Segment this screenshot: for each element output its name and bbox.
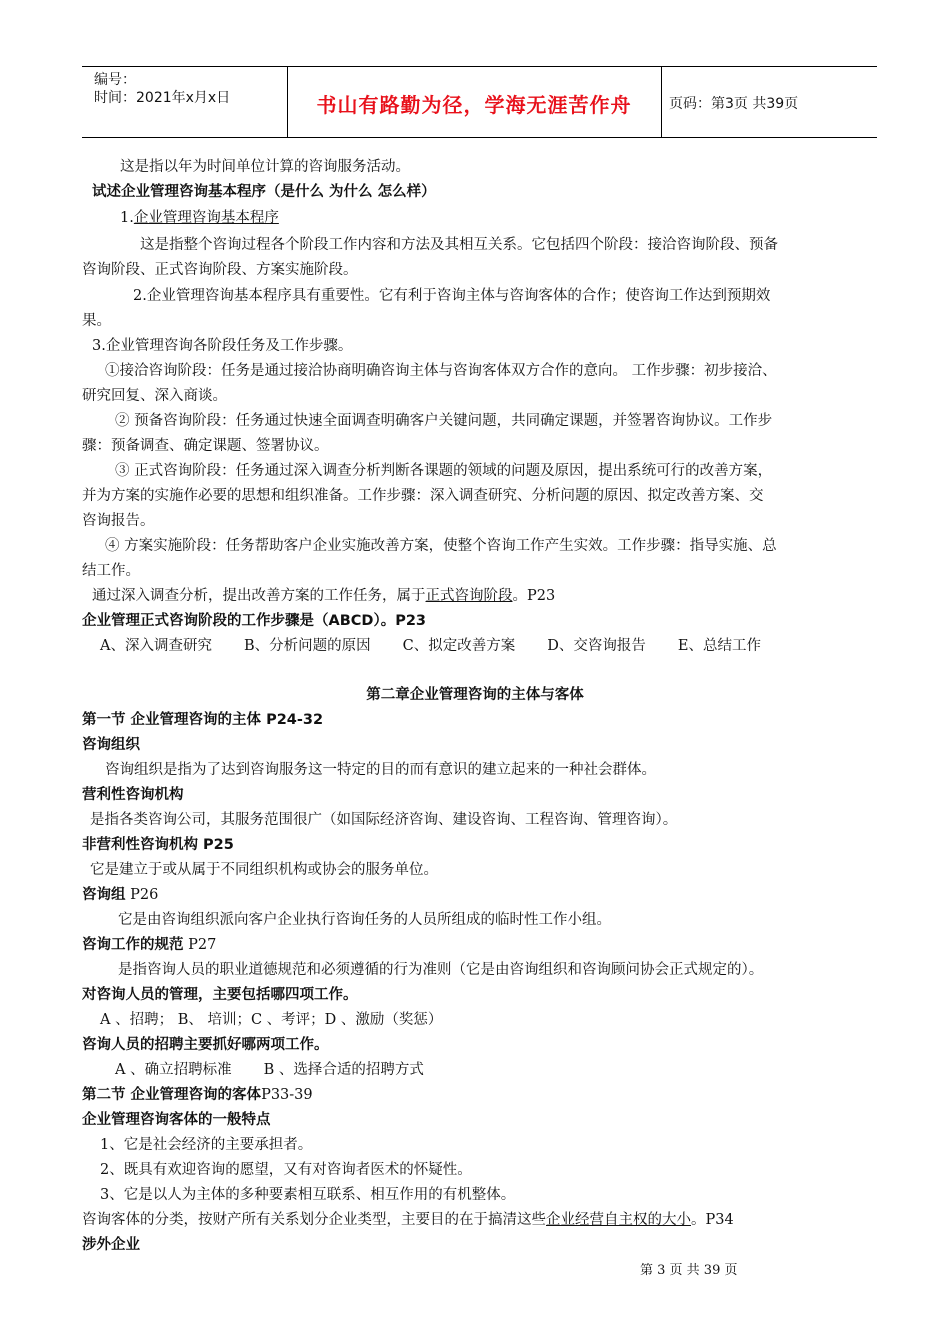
header-meta-cell: [82, 67, 288, 137]
underlined-term: 正式咨询阶段: [425, 588, 513, 604]
text-line: ② 预备咨询阶段：任务通过快速全面调查明确客户关键问题，共同确定课题，并签署咨询协议。工作步: [115, 413, 773, 429]
text-line: 结工作。: [82, 563, 140, 579]
page-header: [82, 66, 877, 138]
text-line: 它是由咨询组织派向客户企业执行咨询任务的人员所组成的临时性工作小组。: [118, 912, 611, 928]
text-line: 研究回复、深入商谈。: [82, 388, 227, 404]
text-line: 咨询客体的分类，按财产所有关系划分企业类型，主要目的在于搞清这些企业经营自主权的大小。P34: [82, 1212, 734, 1228]
list-item: 2、既具有欢迎咨询的愿望，又有对咨询者医术的怀疑性。: [100, 1162, 472, 1178]
text-line: 咨询组织是指为了达到咨询服务这一特定的目的而有意识的建立起来的一种社会群体。: [105, 762, 656, 778]
question-heading: 试述企业管理咨询基本程序（是什么 为什么 怎么样）: [92, 184, 436, 200]
text-line: 2.企业管理咨询基本程序具有重要性。它有利于咨询主体与咨询客体的合作；使咨询工作达到预期效: [133, 288, 771, 304]
text-line: 它是建立于或从属于不同组织机构或协会的服务单位。: [90, 862, 438, 878]
text-line: 1.企业管理咨询基本程序: [120, 210, 279, 226]
text-line: 3.企业管理咨询各阶段任务及工作步骤。: [92, 338, 353, 354]
text-line: 是指各类咨询公司，其服务范围很广（如国际经济咨询、建设咨询、工程咨询、管理咨询）。: [90, 812, 678, 828]
list-item: 1、它是社会经济的主要承担者。: [100, 1137, 313, 1153]
page-code: 页码：第3页 共39页: [669, 96, 799, 112]
chapter-title: 第二章企业管理咨询的主体与客体: [366, 687, 584, 703]
underlined-term: 企业经营自主权的大小: [546, 1212, 691, 1228]
text-line: 是指咨询人员的职业道德规范和必须遵循的行为准则（它是由咨询组织和咨询顾问协会正式规定的）。: [118, 962, 764, 978]
term-heading: 营利性咨询机构: [82, 787, 184, 803]
text-line: ④ 方案实施阶段：任务帮助客户企业实施改善方案，使整个咨询工作产生实效。工作步骤：指导实施、总: [105, 538, 777, 554]
header-motto-cell: [287, 67, 662, 137]
number-label: 编号：: [94, 72, 136, 88]
list-item: 3、它是以人为主体的多种要素相互联系、相互作用的有机整体。: [100, 1187, 516, 1203]
text-line: ①接洽咨询阶段：任务是通过接洽协商明确咨询主体与咨询客体双方合作的意向。 工作步骤：初步接洽、: [105, 363, 777, 379]
question-heading: 对咨询人员的管理，主要包括哪四项工作。: [82, 987, 358, 1003]
option-b: B、分析问题的原因: [243, 638, 371, 654]
term-heading: 咨询组织: [82, 737, 140, 753]
term-heading: 咨询工作的规范 P27: [82, 937, 217, 953]
time-label: 时间：2021年x月x日: [94, 90, 231, 106]
text-line: 并为方案的实施作必要的思想和组织准备。工作步骤：深入调查研究、分析问题的原因、拟定改善方案、交: [82, 488, 764, 504]
text-line: 咨询报告。: [82, 513, 155, 529]
option-d: D、交咨询报告: [547, 638, 646, 654]
term-heading: 涉外企业: [82, 1237, 140, 1253]
option-e: E、总结工作: [677, 638, 761, 654]
text-line: 骤：预备调查、确定课题、签署协议。: [82, 438, 329, 454]
section-title: 第二节 企业管理咨询的客体P33-39: [82, 1087, 313, 1103]
text-line: 这是指整个咨询过程各个阶段工作内容和方法及其相互关系。它包括四个阶段：接洽咨询阶段、预备: [140, 237, 778, 253]
text-line: 这是指以年为时间单位计算的咨询服务活动。: [120, 159, 410, 175]
underlined-term: 企业管理咨询基本程序: [133, 210, 279, 226]
term-heading: 咨询组 P26: [82, 887, 159, 903]
motto-text: 书山有路勤为径，学海无涯苦作舟: [316, 93, 632, 117]
option-a: A、深入调查研究: [100, 638, 212, 654]
text-line: 果。: [82, 313, 111, 329]
page-footer: 第 3 页 共 39 页: [640, 1263, 738, 1278]
options-line: A 、确立招聘标准 B 、选择合适的招聘方式: [115, 1062, 424, 1078]
section-title: 第一节 企业管理咨询的主体 P24-32: [82, 712, 324, 728]
term-heading: 非营利性咨询机构 P25: [82, 837, 234, 853]
text-line: ③ 正式咨询阶段：任务通过深入调查分析判断各课题的领域的问题及原因，提出系统可行的改善方案，: [115, 463, 773, 479]
question-heading: 企业管理正式咨询阶段的工作步骤是（ABCD）。P23: [82, 613, 427, 629]
options-line: [100, 636, 761, 656]
option-c: C、拟定改善方案: [402, 638, 516, 654]
text-line: 咨询阶段、正式咨询阶段、方案实施阶段。: [82, 262, 358, 278]
question-heading: 咨询人员的招聘主要抓好哪两项工作。: [82, 1037, 329, 1053]
text-line: 通过深入调查分析，提出改善方案的工作任务，属于正式咨询阶段。P23: [92, 588, 556, 604]
options-line: A 、招聘； B、 培训；C 、考评；D 、激励（奖惩）: [100, 1012, 443, 1028]
term-heading: 企业管理咨询客体的一般特点: [82, 1112, 271, 1128]
header-page-cell: [661, 67, 877, 137]
